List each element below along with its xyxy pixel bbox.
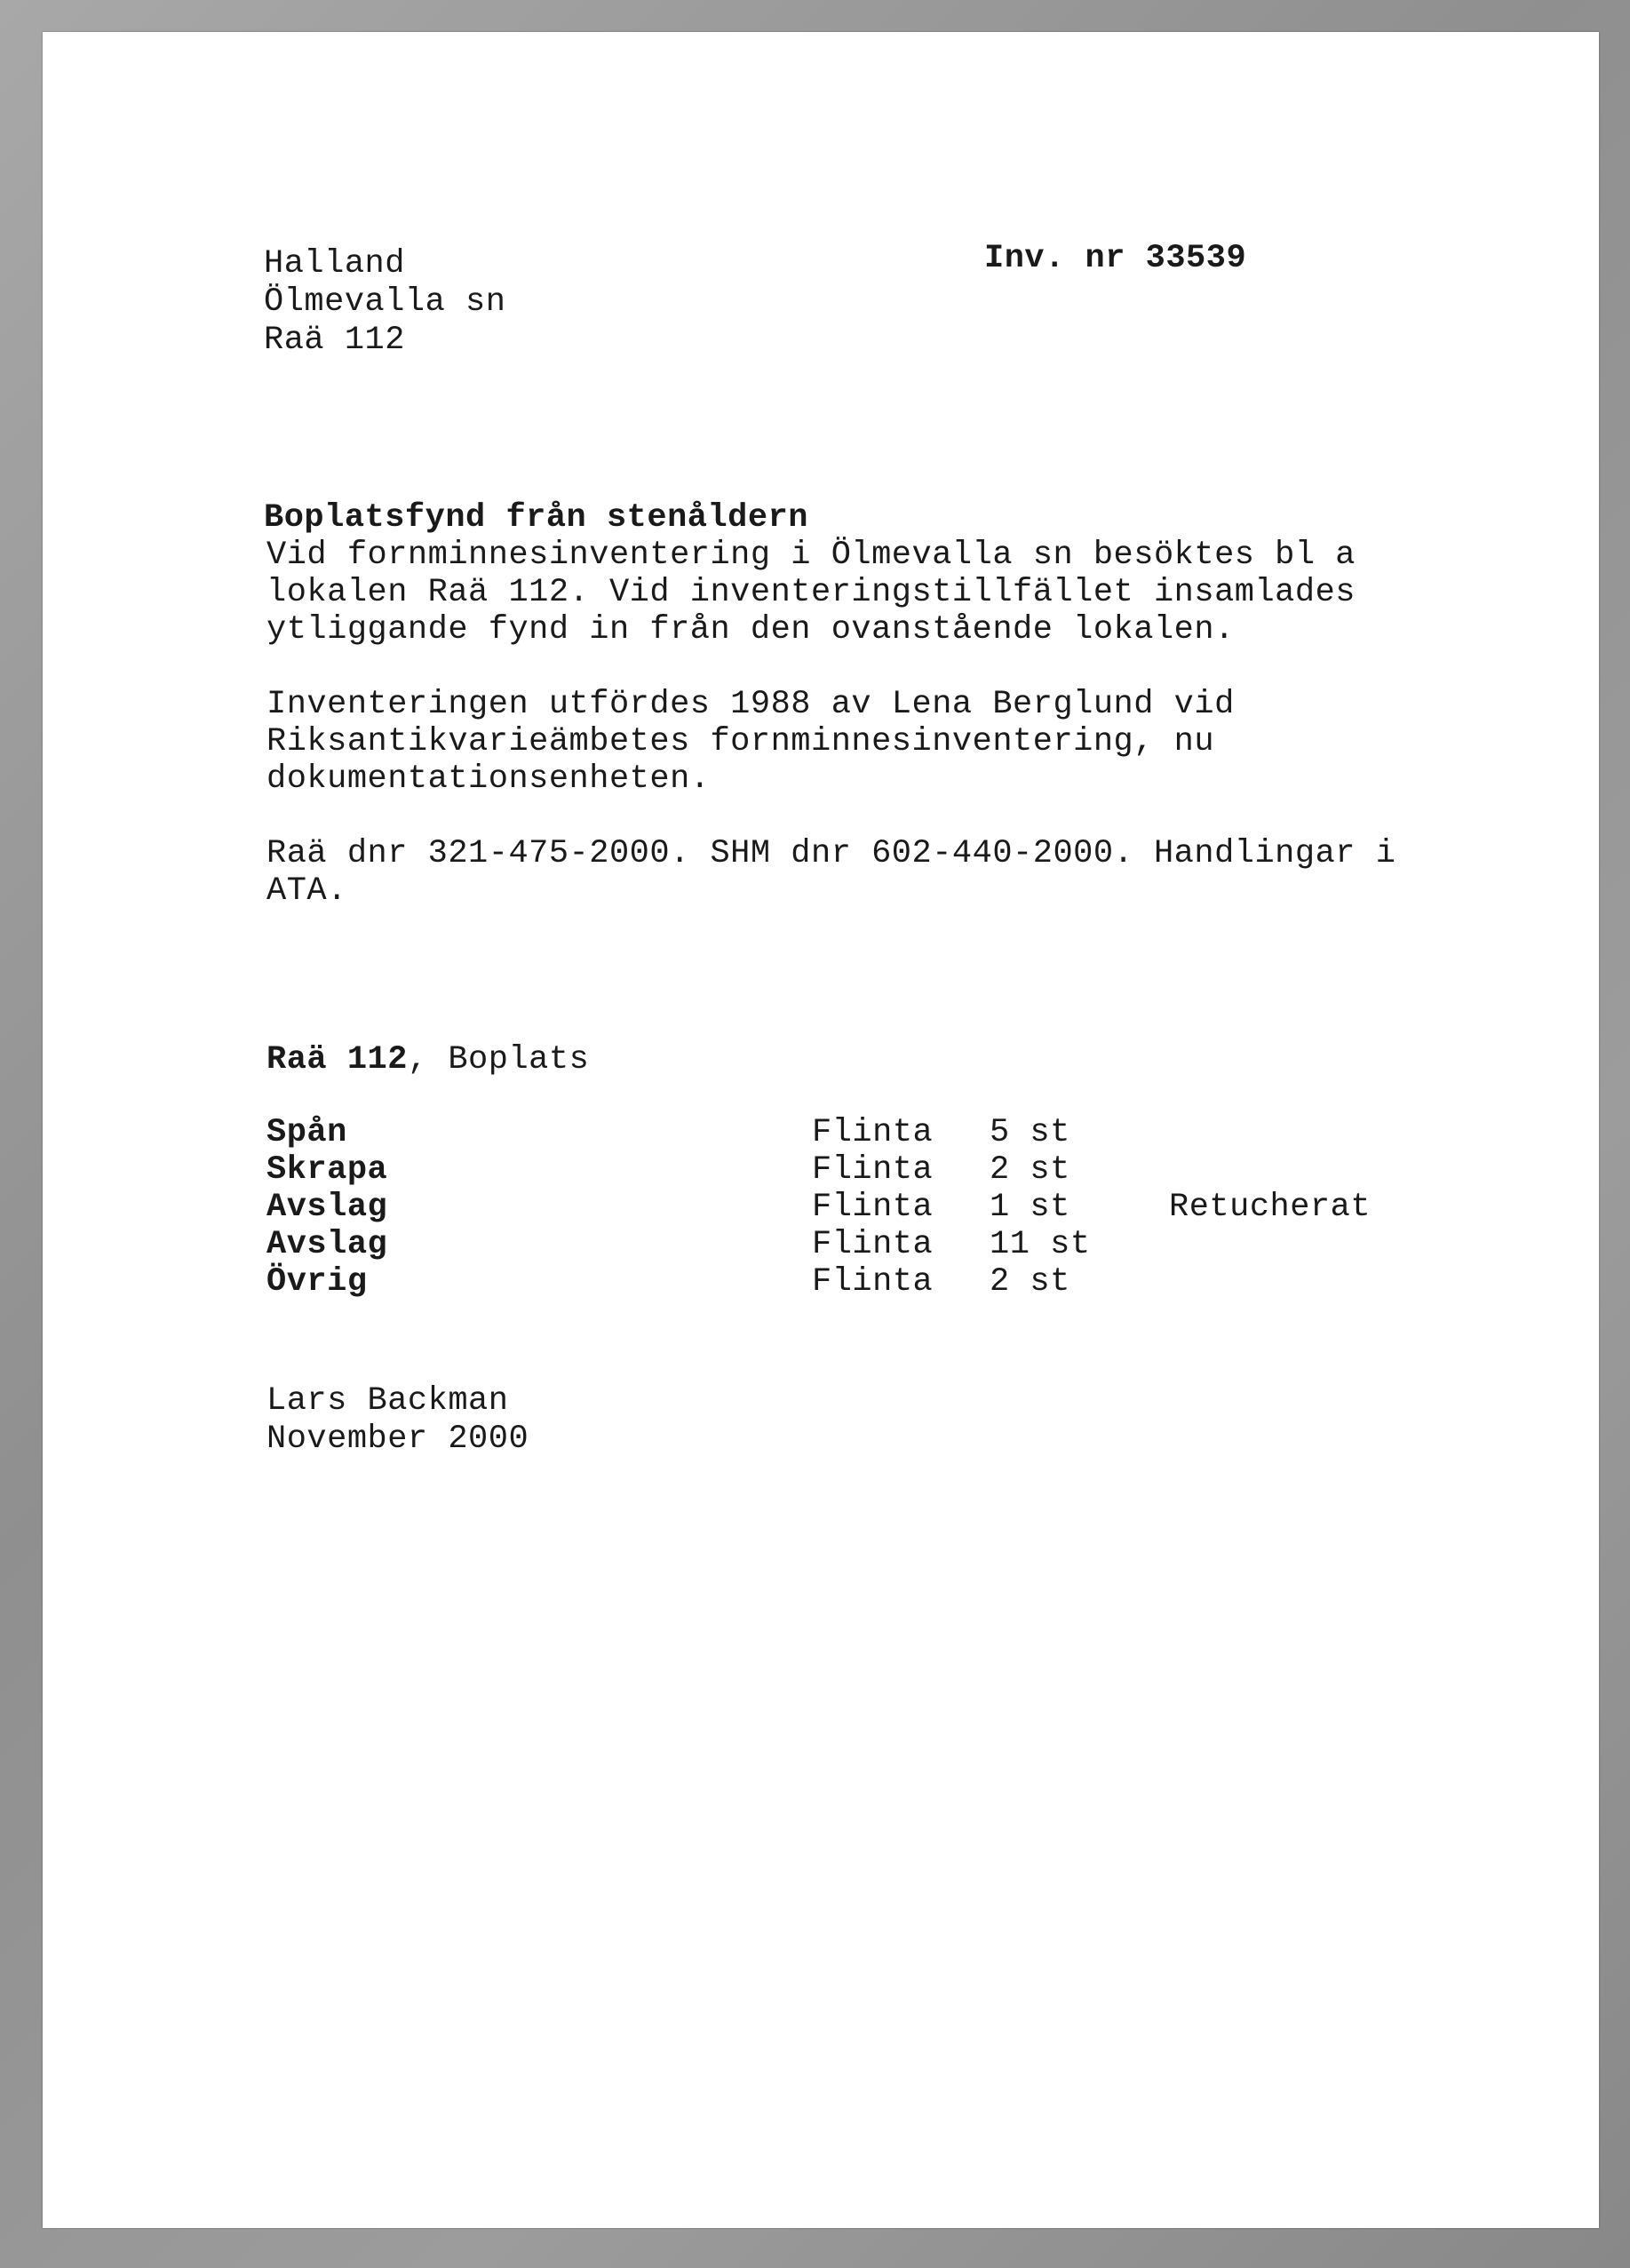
paragraph-inventory-details: [266, 686, 1235, 798]
document-page: [43, 32, 1599, 2228]
find-quantity: 1 st: [990, 1189, 1070, 1226]
site-section-type: , Boplats: [407, 1041, 590, 1078]
author-name: Lars Backman: [266, 1382, 509, 1420]
table-row: [266, 1226, 1421, 1263]
paragraph-references: [266, 835, 1395, 910]
find-material: Flinta: [812, 1189, 934, 1226]
parish-label: Ölmevalla sn: [264, 283, 506, 321]
table-row: [266, 1114, 1421, 1151]
paragraph-line: lokalen Raä 112. Vid inventeringstillfället insamlades: [266, 574, 1356, 611]
paragraph-line: Vid fornminnesinventering i Ölmevalla sn besöktes bl a: [266, 537, 1356, 574]
find-note: Retucherat: [1169, 1189, 1372, 1226]
table-row: [266, 1189, 1421, 1226]
document-title: Boplatsfynd från stenåldern: [264, 499, 808, 537]
table-row: [266, 1263, 1421, 1301]
find-quantity: 2 st: [990, 1263, 1070, 1301]
find-name: Spån: [266, 1114, 347, 1151]
find-quantity: 2 st: [990, 1151, 1070, 1189]
find-material: Flinta: [812, 1114, 934, 1151]
find-quantity: 5 st: [990, 1114, 1070, 1151]
find-name: Avslag: [266, 1189, 388, 1226]
site-label: Raä 112: [264, 322, 405, 359]
paragraph-line: Raä dnr 321-475-2000. SHM dnr 602-440-2000. Handlingar i: [266, 835, 1396, 872]
find-name: Övrig: [266, 1263, 368, 1301]
find-material: Flinta: [812, 1151, 934, 1189]
inventory-number: Inv. nr 33539: [984, 240, 1247, 277]
table-row: [266, 1151, 1421, 1189]
find-material: Flinta: [812, 1226, 934, 1263]
find-name: Skrapa: [266, 1151, 388, 1189]
paragraph-line: ATA.: [266, 872, 347, 910]
document-date: November 2000: [266, 1420, 529, 1458]
find-name: Avslag: [266, 1226, 388, 1263]
region-label: Halland: [264, 245, 405, 283]
paragraph-line: ytliggande fynd in från den ovanstående lokalen.: [266, 611, 1235, 649]
paragraph-line: Inventeringen utfördes 1988 av Lena Berglund vid: [266, 686, 1235, 723]
paragraph-line: Riksantikvarieämbetes fornminnesinventering, nu: [266, 723, 1215, 760]
find-material: Flinta: [812, 1263, 934, 1301]
site-section-heading: [266, 1041, 589, 1078]
finds-table: [266, 1114, 1421, 1301]
site-section-label: Raä 112: [266, 1041, 408, 1078]
paragraph-inventory-visit: [266, 537, 1356, 649]
find-quantity: 11 st: [990, 1226, 1091, 1263]
paragraph-line: dokumentationsenheten.: [266, 760, 711, 798]
